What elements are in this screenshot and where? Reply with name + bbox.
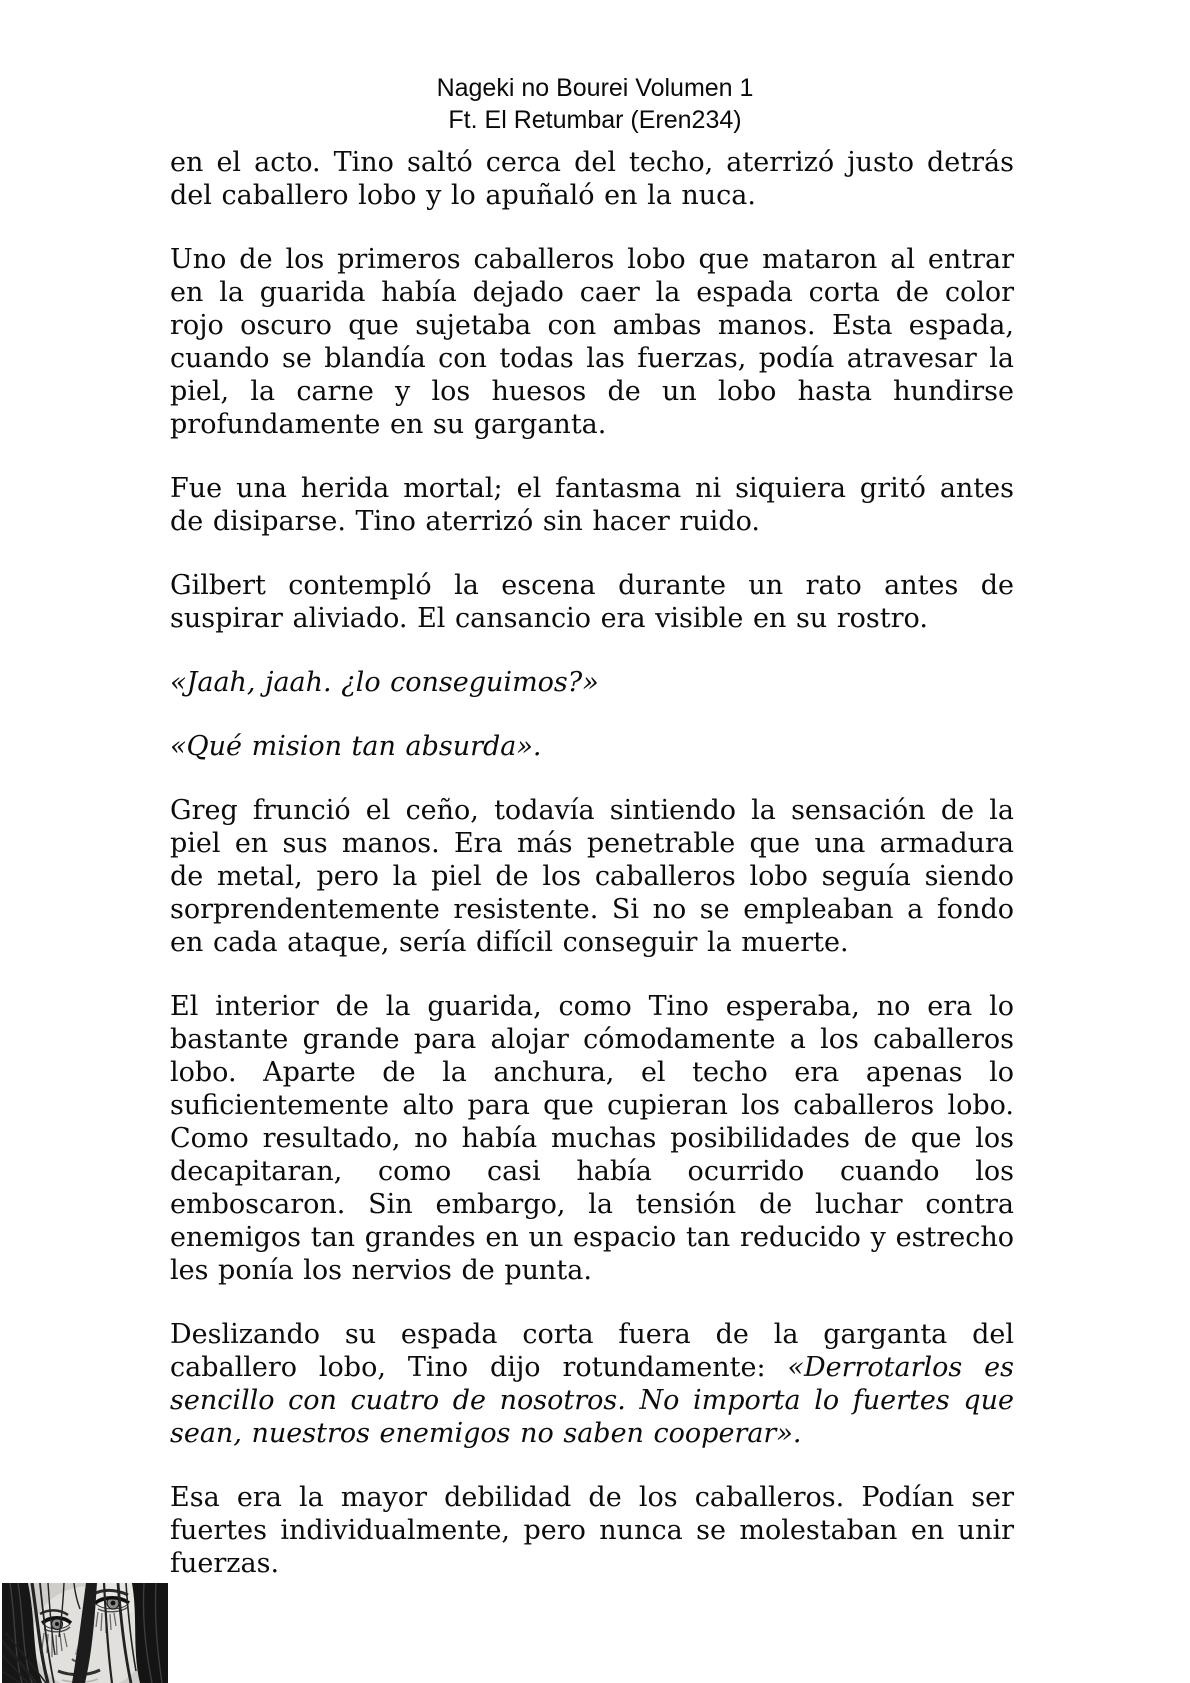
narration-text-run: en el acto. Tino saltó cerca del techo, aterrizó justo detrás del caballero lobo y lo apuñaló en la nuca. — [170, 147, 1014, 211]
paragraph — [170, 569, 1014, 635]
narration-text-run: El interior de la guarida, como Tino esperaba, no era lo bastante grande para alojar cómodamente a los caballeros lobo. Aparte de la anchura, el techo era apenas lo suficientemente alto para que cupieran los caballeros lobo. Como resultado, no había muchas posibilidades de que los decapitaran, como casi había ocurrido cuando los emboscaron. Sin embargo, la tensión de luchar contra enemigos tan grandes en un espacio tan reducido y estrecho les ponía los nervios de punta. — [170, 991, 1014, 1286]
paragraph — [170, 666, 1014, 699]
dialogue-text-run: «Jaah, jaah. ¿lo conseguimos?» — [170, 667, 599, 698]
narration-text-run: Greg frunció el ceño, todavía sintiendo la sensación de la piel en sus manos. Era más penetrable que una armadura de metal, pero la piel de los caballeros lobo seguía siendo sorprendentemente resistente. Si no se empleaban a fondo en cada ataque, sería difícil conseguir la muerte. — [170, 795, 1014, 958]
page-header — [0, 0, 1190, 136]
paragraph — [170, 146, 1014, 212]
dialogue-text-run: «Qué mision tan absurda». — [170, 731, 542, 762]
paragraph — [170, 794, 1014, 959]
paragraph — [170, 243, 1014, 441]
paragraph — [170, 1481, 1014, 1580]
paragraph — [170, 1318, 1014, 1450]
header-title-line2: Ft. El Retumbar (Eren234) — [448, 106, 742, 134]
paragraph — [170, 990, 1014, 1287]
header-title-line1: Nageki no Bourei Volumen 1 — [436, 74, 754, 102]
narration-text-run: Esa era la mayor debilidad de los caballeros. Podían ser fuertes individualmente, pero nunca se molestaban en unir fuerzas. — [170, 1482, 1014, 1579]
narration-text-run: Deslizando su espada corta fuera de la garganta del caballero lobo, Tino dijo rotundamente: — [170, 1319, 1014, 1383]
dialogue-text-run: «Derrotarlos es sencillo con cuatro de nosotros. No importa lo fuertes que sean, nuestros enemigos no saben cooperar». — [170, 1352, 1015, 1449]
text-body — [170, 146, 1014, 1580]
narration-text-run: Gilbert contempló la escena durante un rato antes de suspirar aliviado. El cansancio era visible en su rostro. — [170, 570, 1014, 634]
paragraph — [170, 472, 1014, 538]
narration-text-run: Fue una herida mortal; el fantasma ni siquiera gritó antes de disiparse. Tino aterrizó sin hacer ruido. — [170, 473, 1014, 537]
footer-illustration — [2, 1583, 168, 1683]
manga-face-image — [2, 1583, 168, 1683]
narration-text-run: Uno de los primeros caballeros lobo que mataron al entrar en la guarida había dejado caer la espada corta de color rojo oscuro que sujetaba con ambas manos. Esta espada, cuando se blandía con todas las fuerzas, podía atravesar la piel, la carne y los huesos de un lobo hasta hundirse profundamente en su garganta. — [170, 244, 1014, 440]
paragraph — [170, 730, 1014, 763]
